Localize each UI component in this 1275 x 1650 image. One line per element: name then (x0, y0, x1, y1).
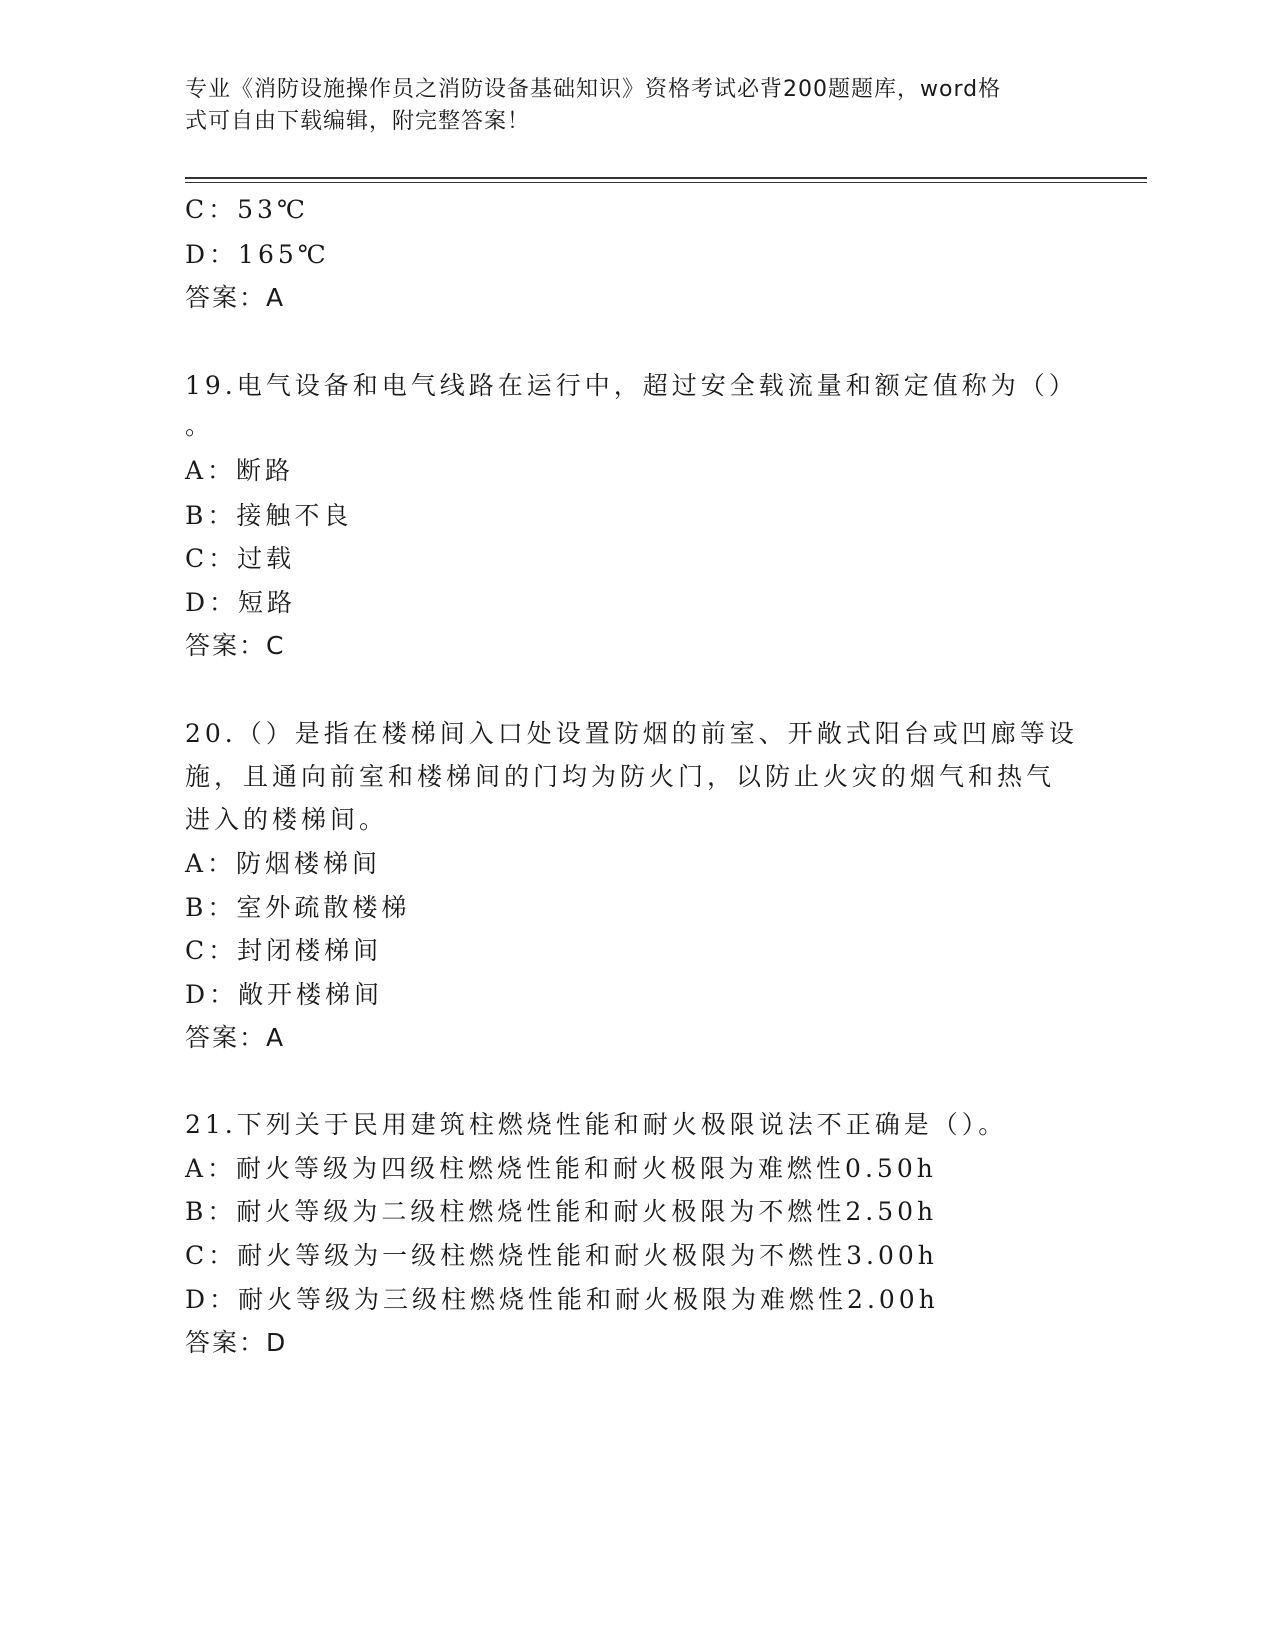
q21-option-a: A：耐火等级为四级柱燃烧性能和耐火极限为难燃性0.50h (185, 1154, 937, 1183)
q20-option-c: C：封闭楼梯间 (185, 936, 383, 965)
header-line-1: 专业《消防设施操作员之消防设备基础知识》资格考试必背200题题库，word格 (185, 77, 1002, 102)
q20-option-b: B：室外疏散楼梯 (185, 893, 411, 922)
q18-answer: 答案：A (185, 283, 286, 312)
q19-option-a: A：断路 (185, 456, 295, 485)
q21-option-d: D：耐火等级为三级柱燃烧性能和耐火极限为难燃性2.00h (185, 1285, 939, 1314)
header-line-2: 式可自由下载编辑，附完整答案！ (185, 109, 531, 134)
q21-option-c: C：耐火等级为一级柱燃烧性能和耐火极限为不燃性3.00h (185, 1241, 938, 1270)
q18-option-c: C：53℃ (185, 195, 309, 224)
q19-stem-line-2: 。 (185, 411, 215, 440)
q20-option-d: D：敞开楼梯间 (185, 980, 384, 1009)
q20-stem-line-2: 施，且通向前室和楼梯间的门均为防火门，以防止火灾的烟气和热气 (185, 762, 1056, 791)
header-divider-thin (185, 182, 1147, 183)
q20-stem-line-1: 20.（）是指在楼梯间入口处设置防烟的前室、开敞式阳台或凹廊等设 (185, 719, 1078, 748)
q19-option-b: B：接触不良 (185, 501, 353, 530)
q21-option-b: B：耐火等级为二级柱燃烧性能和耐火极限为不燃性2.50h (185, 1197, 938, 1226)
q19-answer: 答案：C (185, 631, 286, 660)
header-divider-thick (185, 177, 1147, 179)
q19-option-c: C：过载 (185, 544, 296, 573)
q21-stem-line-1: 21.下列关于民用建筑柱燃烧性能和耐火极限说法不正确是（）。 (185, 1110, 1008, 1139)
q19-option-d: D：短路 (185, 588, 297, 617)
q21-answer: 答案：D (185, 1328, 288, 1357)
q20-stem-line-3: 进入的楼梯间。 (185, 805, 389, 834)
q20-answer: 答案：A (185, 1023, 286, 1052)
q18-option-d: D：165℃ (185, 240, 330, 269)
q19-stem-line-1: 19.电气设备和电气线路在运行中，超过安全载流量和额定值称为（） (185, 371, 1078, 400)
document-header (185, 74, 1065, 138)
q20-option-a: A：防烟楼梯间 (185, 849, 382, 878)
